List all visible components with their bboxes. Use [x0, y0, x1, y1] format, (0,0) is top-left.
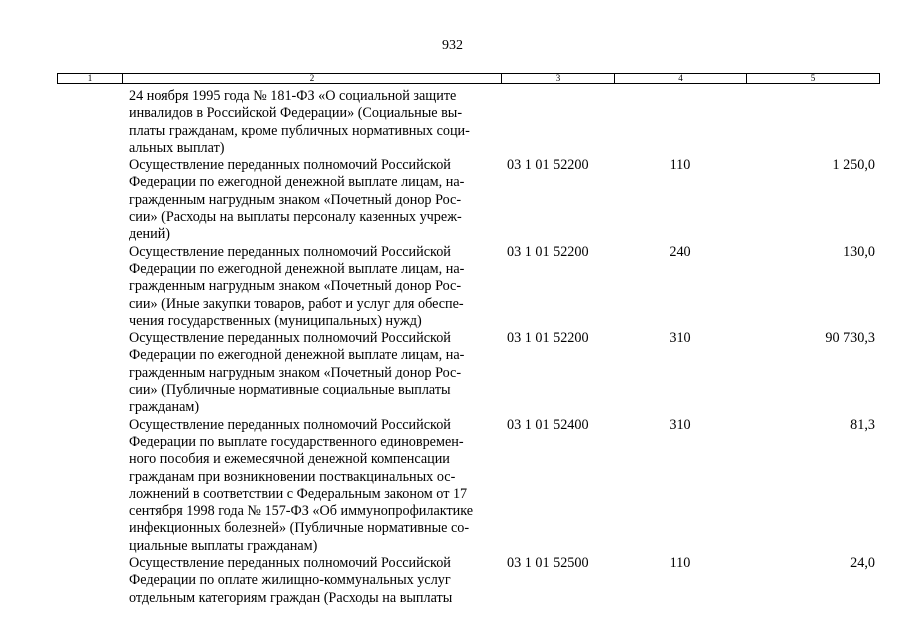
table-row: [0, 244, 905, 330]
row-expense-type: 240: [669, 243, 691, 260]
row-description: Осуществление переданных полномочий Российской Федерации по выплате государственного единовремен- ного пособия и ежемесячной денежной компенсации гражданам при возникновении поствакцинальных ос- ложнений в соответствии с Федеральным законом от 17 сентября 1998 года № 157-ФЗ «Об иммунопрофилактике инфекционных болезней» (Публичные нормативные со- циальные выплаты гражданам): [129, 416, 474, 554]
row-description: Осуществление переданных полномочий Российской Федерации по оплате жилищно-коммунальных услуг отдельным категориям граждан (Расходы на выплаты: [129, 555, 453, 606]
page-number: 932: [442, 38, 463, 53]
row-code: 03 1 01 52500: [507, 555, 589, 572]
row-code: 03 1 01 52200: [507, 157, 589, 174]
row-amount: 81,3: [850, 416, 875, 433]
header-col-3: 3: [502, 74, 615, 83]
row-amount: 130,0: [843, 243, 875, 260]
row-code: 03 1 01 52200: [507, 330, 589, 347]
table-row: [0, 157, 905, 243]
row-description: 24 ноября 1995 года № 181-ФЗ «О социальной защите инвалидов в Российской Федерации» (Социальные вы- платы гражданам, кроме публичных нормативных соци- альных выплат): [129, 88, 470, 156]
header-col-5: 5: [810, 73, 816, 83]
table-body: [0, 88, 905, 607]
row-description: Осуществление переданных полномочий Российской Федерации по ежегодной денежной выплате лицам, на- гражденным нагрудным знаком «Почетный донор Рос- сии» (Иные закупки товаров, работ и услуг для обеспе- чения государственных (муниципальных) нужд): [129, 243, 465, 329]
row-amount: 24,0: [850, 555, 875, 572]
header-col-1: 1: [58, 74, 123, 83]
header-col-4: 4: [615, 74, 747, 83]
header-col-2: 2: [123, 74, 502, 83]
row-expense-type: 110: [669, 555, 691, 572]
row-amount: 90 730,3: [825, 330, 875, 347]
table-row: [0, 417, 905, 555]
row-expense-type: 110: [669, 157, 691, 174]
table-row: [0, 330, 905, 416]
row-amount: 1 250,0: [832, 157, 875, 174]
row-description: Осуществление переданных полномочий Российской Федерации по ежегодной денежной выплате лицам, на- гражденным нагрудным знаком «Почетный донор Рос- сии» (Публичные нормативные социальные выплаты гражданам): [129, 330, 465, 416]
row-description: Осуществление переданных полномочий Российской Федерации по ежегодной денежной выплате лицам, на- гражденным нагрудным знаком «Почетный донор Рос- сии» (Расходы на выплаты персоналу казенных учреж- дений): [129, 157, 465, 243]
row-code: 03 1 01 52400: [507, 416, 589, 433]
table-row: [0, 555, 905, 607]
row-expense-type: 310: [669, 330, 691, 347]
row-code: 03 1 01 52200: [507, 243, 589, 260]
table-row: [0, 88, 905, 157]
table-header-row: [57, 73, 880, 84]
row-expense-type: 310: [669, 416, 691, 433]
